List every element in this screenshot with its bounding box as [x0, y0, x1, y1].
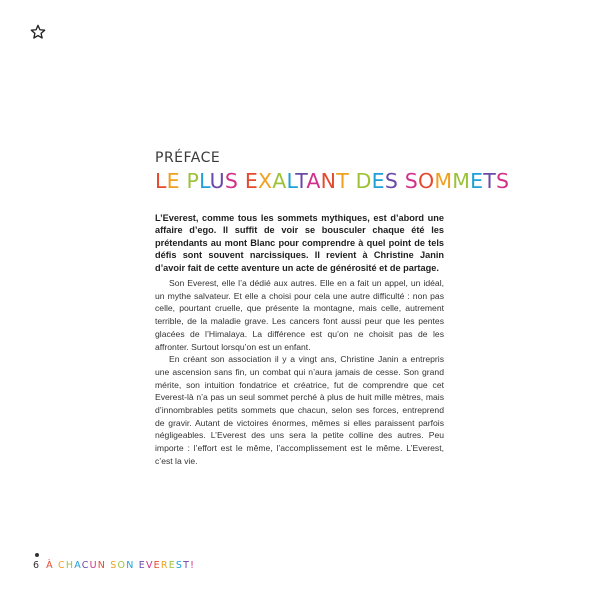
footer-title-letter: O — [117, 560, 127, 571]
title-letter: L — [286, 169, 296, 193]
footer-title-letter: V — [145, 560, 154, 571]
footer-title-letter: C — [81, 560, 90, 571]
title-letter: T — [336, 169, 349, 193]
footer-title-letter: N — [97, 560, 107, 571]
footer-title-letter: S — [175, 560, 184, 571]
chapter-header — [155, 150, 510, 193]
title-letter: E — [244, 169, 258, 193]
footer-title-letter: S — [110, 560, 118, 571]
lead-paragraph: L’Everest, comme tous les sommets mythiques, est d’abord une affaire d’ego. Il suffit de voir se bousculer chaque été les prétendants au mont Blanc pour comprendre à quel point de tels défis sont souvent narcissiques. Il revient à Christine Janin d’avoir fait de cette aventure un acte de générosité et de partage. — [155, 213, 444, 273]
title-letter: L — [199, 169, 210, 193]
paragraph-2: En créant son association il y a vingt ans, Christine Janin a entrepris une ascension sans fin, un combat qui n’aura jamais de cesse. Son grand mérite, son intuition fondatrice et créatrice, fut de comprendre que cet Everest-là n’a pas un seul sommet perché à plus de huit mille mètres, mais d’innombrables petits sommets que chacun, selon ses forces, entreprend de gravir. Autant de victoires énormes, mêmes si elles paraissent parfois négligeables. L’Everest des uns sera la petite colline des autres. Peu importe : l’effort est le même, l’accomplissement est le même. L’Everest, c’est la vie. — [155, 354, 444, 466]
title-letter — [180, 169, 187, 193]
title-letter: T — [295, 169, 307, 193]
title-letter: U — [209, 169, 225, 193]
title-letter: E — [470, 169, 484, 193]
footer-title-letter: N — [126, 560, 135, 571]
title-letter: T — [483, 169, 496, 193]
title-letter: L — [155, 169, 167, 193]
footer-title-letter: E — [168, 560, 176, 571]
running-title — [46, 560, 195, 571]
footer-title-letter: U — [89, 560, 98, 571]
title-letter: S — [404, 169, 418, 193]
title-letter — [349, 169, 356, 193]
footer-title-letter: ! — [190, 560, 196, 571]
title-letter: N — [320, 169, 337, 193]
footer-title-letter: R — [160, 560, 169, 571]
footer-title-letter: T — [183, 560, 191, 571]
chapter-title — [155, 169, 510, 193]
footer-title-letter: C — [58, 560, 66, 571]
title-letter — [238, 169, 245, 193]
footer-title-letter: E — [138, 560, 146, 571]
footer-title-letter: À — [46, 560, 54, 571]
title-letter: M — [452, 169, 471, 193]
footer-title-letter: E — [153, 560, 161, 571]
page-footer — [33, 560, 195, 574]
title-letter: M — [434, 169, 453, 193]
footer-title-letter: H — [65, 560, 75, 571]
title-letter: A — [272, 169, 287, 193]
star-outline-icon — [30, 24, 46, 40]
chapter-kicker: PRÉFACE — [155, 150, 221, 166]
footer-title-letter: A — [74, 560, 82, 571]
title-letter: E — [166, 169, 180, 193]
title-letter: S — [384, 169, 399, 193]
title-letter: X — [257, 169, 273, 193]
title-letter: D — [355, 169, 372, 193]
title-letter: O — [417, 169, 435, 193]
page-dot — [35, 553, 39, 557]
title-letter: S — [224, 169, 239, 193]
title-letter: S — [495, 169, 510, 193]
paragraph-1: Son Everest, elle l’a dédié aux autres. Elle en a fait un appel, un idéal, un mythe salvateur. Et elle a choisi pour cela une autre difficulté : non pas celle, pourtant cruelle, que présente la montagne, mais celle, autrement terrible, de la maladie grave. Les cancers font aussi peur que les pentes glacées de l’Himalaya. La différence est qu’on ne choisit pas de les affronter. Surtout lorsqu’on est un enfant. — [155, 278, 444, 352]
title-letter: E — [371, 169, 385, 193]
title-letter: A — [306, 169, 321, 193]
title-letter: P — [186, 169, 200, 193]
body-text — [155, 212, 444, 468]
page-number: 6 — [33, 560, 41, 571]
title-letter — [398, 169, 405, 193]
